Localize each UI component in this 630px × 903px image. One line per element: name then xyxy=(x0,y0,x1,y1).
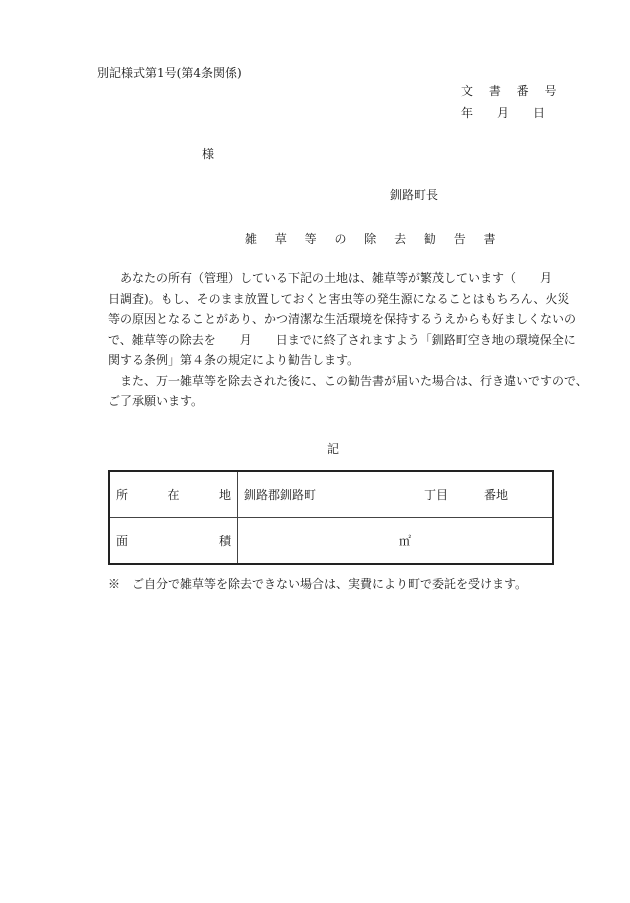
ki-heading: 記 xyxy=(327,442,340,456)
label-char: 積 xyxy=(218,534,231,548)
footnote: ※ ご自分で雑草等を除去できない場合は、実費により町で委託を受けます。 xyxy=(108,577,528,591)
body-line: また、万一雑草等を除去された後に、この勧告書が届いた場合は、行き違いですので、 xyxy=(120,373,588,388)
form-number: 別記様式第1号(第4条関係) xyxy=(97,66,242,80)
body-line: ご了承願います。 xyxy=(108,394,204,408)
location-label xyxy=(109,471,238,518)
label-char: 在 xyxy=(167,488,180,502)
document-title: 雑 草 等 の 除 去 勧 告 書 xyxy=(245,232,503,246)
body-line: で、雑草等の除去を 月 日までに終了されますよう「釧路町空き地の環境保全に xyxy=(108,332,576,347)
date-line: 年 月 日 xyxy=(461,106,546,120)
area-unit: ㎡ xyxy=(398,534,411,548)
sender-name: 釧路町長 xyxy=(390,188,439,202)
label-char: 面 xyxy=(116,534,129,548)
body-text xyxy=(108,268,588,412)
property-table xyxy=(108,470,554,565)
area-value xyxy=(238,518,554,565)
document-number-label: 文 書 番 号 xyxy=(461,84,563,98)
recipient-suffix: 様 xyxy=(202,147,215,161)
table-row xyxy=(109,518,553,565)
area-label xyxy=(109,518,238,565)
label-char: 地 xyxy=(218,488,231,502)
body-line: 等の原因となることがあり、かつ清潔な生活環境を保持するうえからも好ましくないの xyxy=(108,312,577,326)
location-value: 釧路郡釧路町 丁目 番地 xyxy=(238,471,554,518)
label-char: 所 xyxy=(116,488,129,502)
table-row xyxy=(109,471,553,518)
body-line: 日調査)。もし、そのまま放置しておくと害虫等の発生源になることはもちろん、火災 xyxy=(108,291,570,306)
body-line: 関する条例」第４条の規定により勧告します。 xyxy=(108,353,360,367)
body-line: あなたの所有（管理）している下記の土地は、雑草等が繁茂しています（ 月 xyxy=(120,271,553,285)
